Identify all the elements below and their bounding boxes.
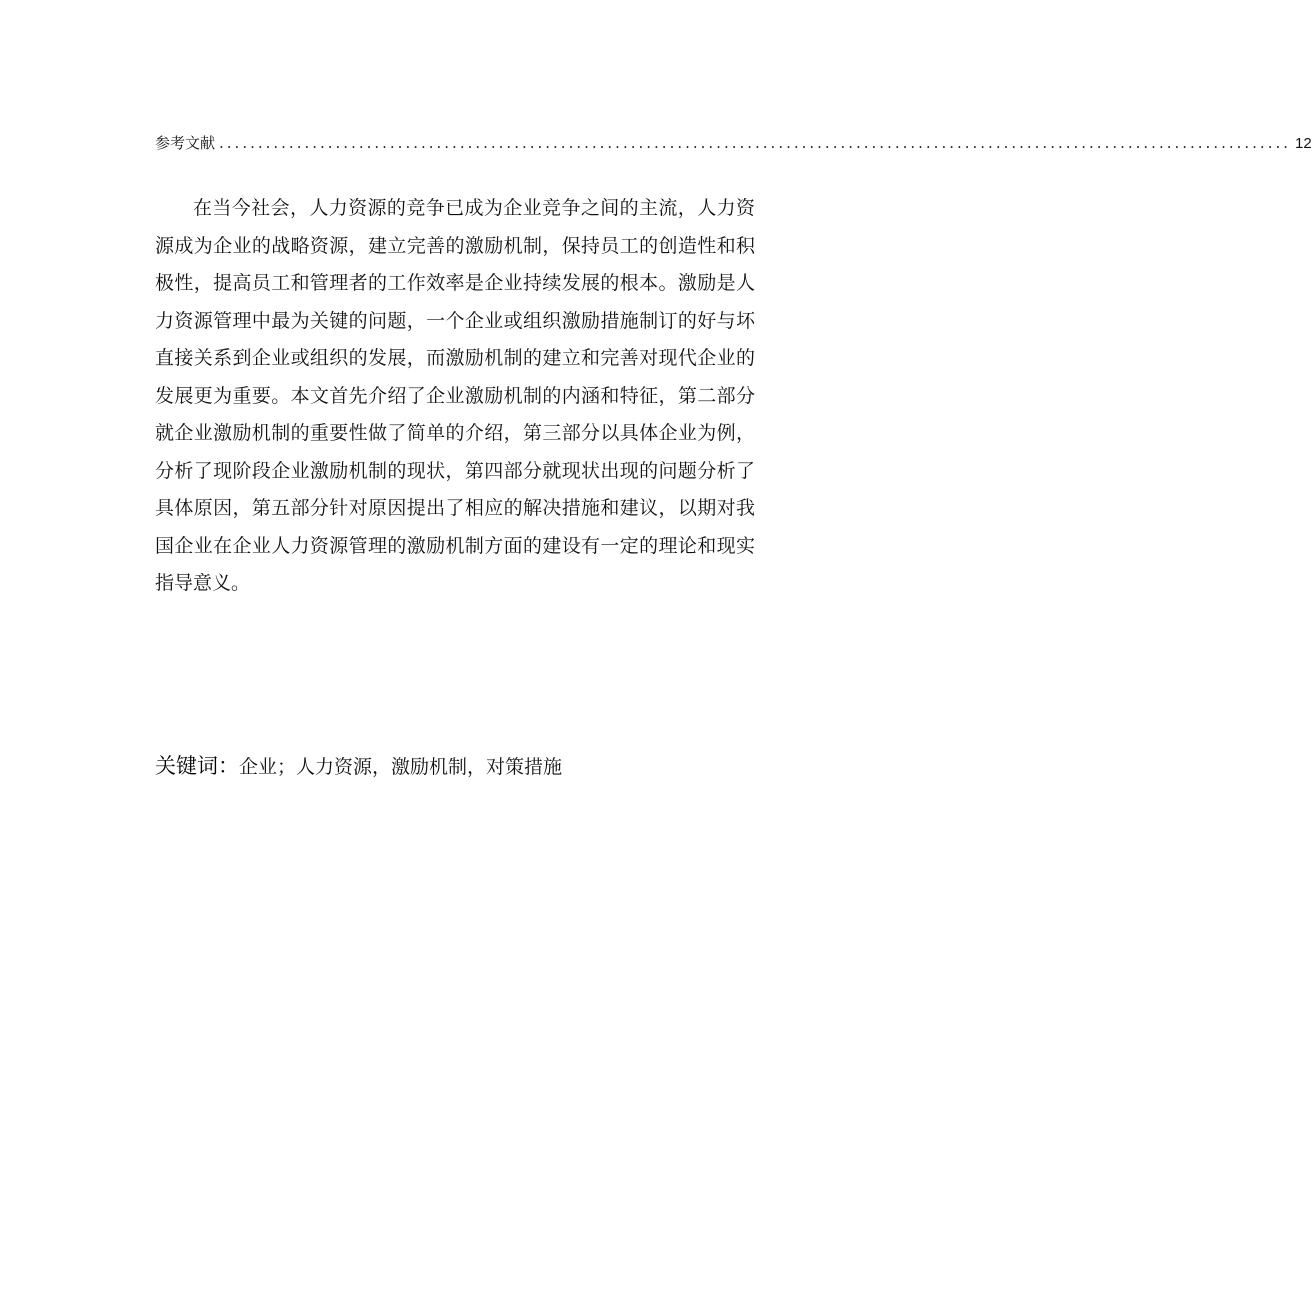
toc-entry-references[interactable] — [155, 132, 1312, 156]
keywords-values: 企业；人力资源，激励机制，对策措施 — [239, 756, 563, 778]
abstract-paragraph: 在当今社会，人力资源的竞争已成为企业竞争之间的主流，人力资源成为企业的战略资源，建立完善的激励机制，保持员工的创造性和积极性，提高员工和管理者的工作效率是企业持续发展的根本。激励是人力资源管理中最为关键的问题，一个企业或组织激励措施制订的好与坏直接关系到企业或组织的发展，而激励机制的建立和完善对现代企业的发展更为重要。本文首先介绍了企业激励机制的内涵和特征，第二部分就企业激励机制的重要性做了简单的介绍，第三部分以具体企业为例，分析了现阶段企业激励机制的现状，第四部分就现状出现的问题分析了具体原因，第五部分针对原因提出了相应的解决措施和建议，以期对我国企业在企业人力资源管理的激励机制方面的建设有一定的理论和现实指导意义。 — [155, 197, 755, 594]
toc-dot-leader: .......................................................................................................................................... — [219, 134, 1292, 152]
toc-entry-label: 参考文献 — [155, 134, 216, 152]
keywords-line — [155, 750, 755, 782]
keywords-label: 关键词： — [155, 754, 239, 778]
toc-page-number: 12 — [1295, 135, 1312, 152]
